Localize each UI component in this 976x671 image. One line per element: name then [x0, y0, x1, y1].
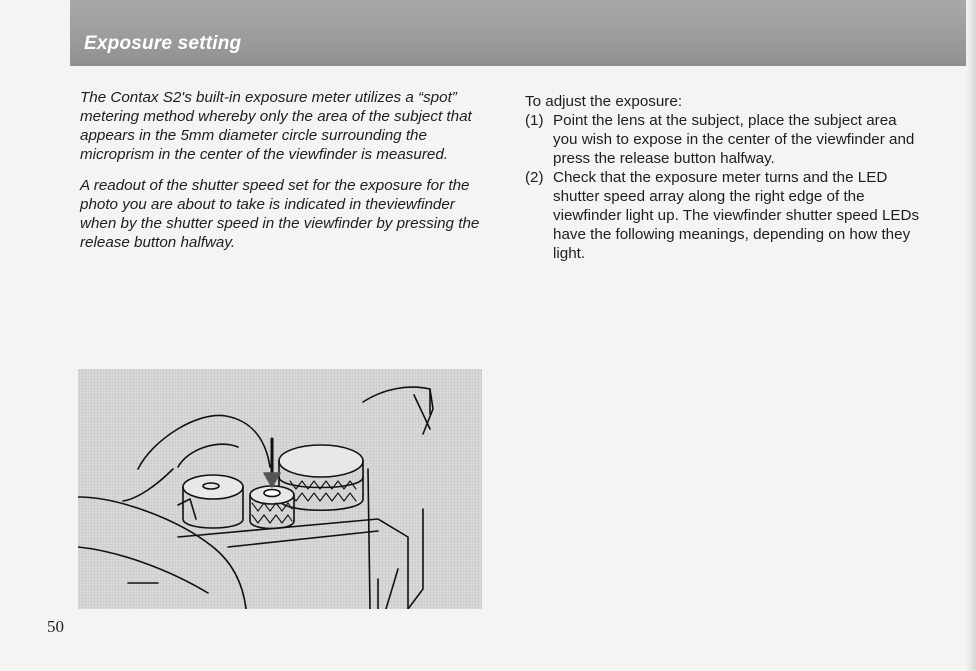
step-text: Check that the exposure meter turns and the LED shutter speed array along the right edge of the viewfinder light up. The viewfinder shutter speed LEDs have the following meanings, depending on how they light. — [553, 169, 920, 262]
right-column — [525, 92, 925, 263]
camera-illustration — [78, 369, 482, 609]
instructions-intro: To adjust the exposure: — [525, 93, 683, 110]
section-title: Exposure setting — [84, 33, 242, 54]
page-number: 50 — [47, 617, 64, 636]
hand-on-shutter-drawing — [78, 369, 482, 609]
step-item — [525, 111, 925, 168]
step-item — [525, 168, 925, 263]
paragraph-metering: The Contax S2's built-in exposure meter utilizes a “spot” metering method whereby only the area of the subject that appears in the 5mm diameter circle surrounding the microprism in the center of the viewfinder is measured. — [80, 89, 472, 163]
step-number: (2) — [525, 169, 544, 186]
step-number: (1) — [525, 112, 544, 129]
step-text: Point the lens at the subject, place the subject area you wish to expose in the center of the viewfinder and press the release button halfway. — [553, 112, 915, 167]
page-edge-shadow — [966, 0, 976, 671]
paragraph-readout: A readout of the shutter speed set for the exposure for the photo you are about to take is indicated in theviewfinder when by the shutter speed in the viewfinder by pressing the release button halfway. — [80, 177, 480, 251]
left-column — [80, 88, 492, 264]
